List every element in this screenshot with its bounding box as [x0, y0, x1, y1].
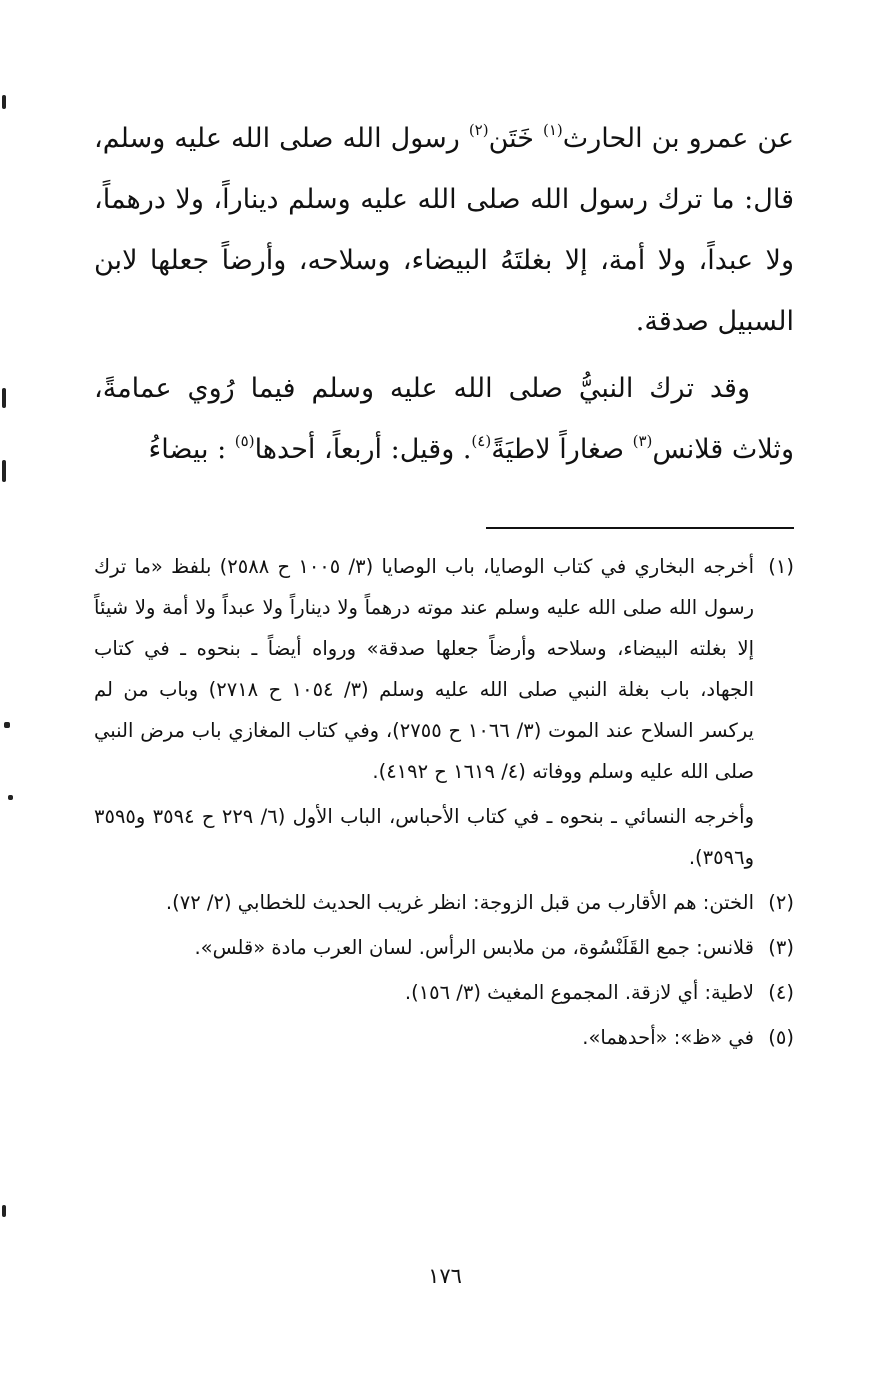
footnote-ref-2[interactable]: (٢)	[468, 121, 489, 139]
paragraph-1-start: عن عمرو بن الحارث	[562, 123, 794, 154]
scan-edge-mark	[4, 722, 10, 728]
footnote-1-number: (١)	[768, 555, 794, 578]
footnote-ref-3[interactable]: (٣)	[632, 432, 653, 450]
footnote-4-text: لاطية: أي لازقة. المجموع المغيث (٣/ ١٥٦).	[404, 981, 754, 1004]
footnote-1-text: أخرجه البخاري في كتاب الوصايا، باب الوصايا (٣/ ١٠٠٥ ح ٢٥٨٨) بلفظ «ما ترك رسول الله صلى الله عليه وسلم عند موته درهماً ولا ديناراً ولا عبداً ولا أمة ولا شيئاً إلا بغلته البيضاء، وسلاحه وأرضاً جعلها صدقة» ورواه أيضاً ـ بنحوه ـ في كتاب الجهاد، باب بغلة النبي صلى الله عليه وسلم (٣/ ١٠٥٤ ح ٢٧١٨) وباب من لم يركسر السلاح عند الموت (٣/ ١٠٦٦ ح ٢٧٥٥)، وفي كتاب المغازي باب مرض النبي صلى الله عليه وسلم ووفاته (٤/ ١٦١٩ ح ٤١٩٢).	[94, 555, 755, 783]
footnote-ref-5[interactable]: (٥)	[234, 432, 255, 450]
footnotes	[94, 546, 794, 1058]
footnote-4-number: (٤)	[768, 981, 794, 1004]
footnote-5-text: في «ظ»: «أحدهما».	[582, 1026, 754, 1049]
footnote-ref-1[interactable]: (١)	[543, 121, 563, 139]
footnote-3	[94, 927, 794, 968]
scan-edge-mark	[2, 388, 6, 408]
footnote-1	[94, 546, 794, 878]
footnote-2-text: الختن: هم الأقارب من قبل الزوجة: انظر غريب الحديث للخطابي (٢/ ٧٢).	[165, 891, 754, 914]
paragraph-1-rest: رسول الله صلى الله عليه وسلم، قال: ما ترك رسول الله صلى الله عليه وسلم ديناراً، ولا درهماً، ولا عبداً، ولا أمة، إلا بغلتَهُ البيضاء، وسلاحه، وأرضاً جعلها لابن السبيل صدقة.	[94, 123, 794, 337]
paragraph-2-b: صغاراً لاطيَةً	[491, 434, 624, 465]
footnote-5	[94, 1017, 794, 1058]
footnote-ref-4[interactable]: (٤)	[471, 432, 492, 450]
footnote-3-text: قلانس: جمع القَلَنْسُوة، من ملابس الرأس. لسان العرب مادة «قلس».	[194, 936, 754, 959]
paragraph-1	[94, 108, 794, 352]
footnote-separator	[486, 527, 794, 529]
main-text	[94, 108, 794, 480]
paragraph-2	[94, 358, 794, 480]
scan-edge-mark	[2, 95, 6, 109]
footnote-3-number: (٣)	[768, 936, 794, 959]
scan-edge-mark	[8, 795, 13, 800]
footnote-1-extra: وأخرجه النسائي ـ بنحوه ـ في كتاب الأحباس، الباب الأول (٦/ ٢٢٩ ح ٣٥٩٤ و٣٥٩٥ و٣٥٩٦).	[94, 805, 754, 869]
scan-edge-mark	[2, 1205, 6, 1217]
footnote-2-number: (٢)	[768, 891, 794, 914]
scan-edge-mark	[2, 460, 6, 482]
page-number: ١٧٦	[428, 1264, 462, 1288]
footnote-4	[94, 972, 794, 1013]
paragraph-2-a: وقد ترك النبيُّ صلى الله عليه وسلم فيما رُوي عمامةً، وثلاث قلانس	[94, 373, 794, 465]
footnote-5-number: (٥)	[768, 1026, 794, 1049]
paragraph-1-word: خَتَن	[488, 123, 534, 154]
footnote-2	[94, 882, 794, 923]
paragraph-2-d: : بيضاءُ	[148, 434, 227, 465]
paragraph-2-c: . وقيل: أربعاً، أحدها	[254, 434, 472, 465]
